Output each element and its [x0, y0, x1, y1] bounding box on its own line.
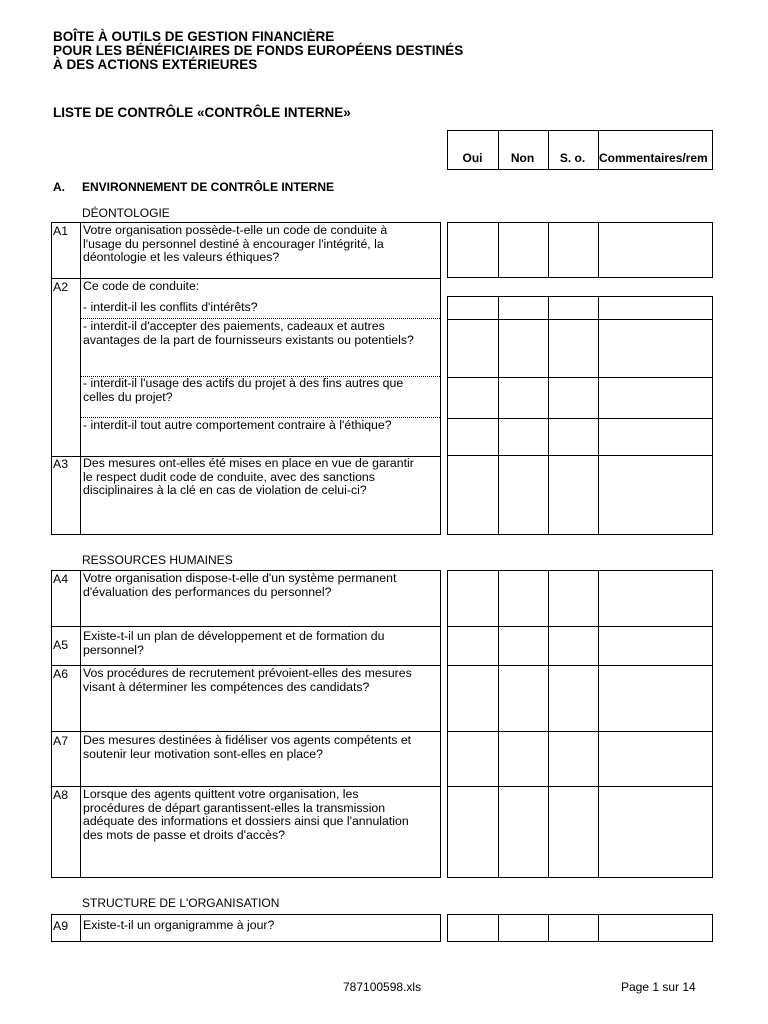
- question-a2c: - interdit-il l'usage des actifs du projet à des fins autres que celles du projet?: [83, 376, 404, 404]
- question-a8: Lorsque des agents quittent votre organisation, les procédures de départ garantissent-elles la transmission adéquate des informations et dossiers ainsi que l'annulation des mots de passe et droits d'accès?: [83, 787, 409, 842]
- doc-title-line2: POUR LES BÉNÉFICIAIRES DE FONDS EUROPÉENS DESTINÉS: [53, 43, 464, 58]
- code-a3: A3: [53, 457, 69, 471]
- answer-grid-rh[interactable]: [447, 570, 713, 878]
- col-comments: Commentaires/rem: [599, 151, 708, 165]
- question-a3: Des mesures ont-elles été mises en place en vue de garantir le respect dudit code de conduite, avec des sanctions disciplinaires à la clé en cas de violation de celui-ci?: [83, 456, 414, 498]
- code-a7: A7: [53, 734, 69, 748]
- question-a4: Votre organisation dispose-t-elle d'un système permanent d'évaluation des performances du personnel?: [83, 571, 397, 599]
- question-a1: Votre organisation possède-t-elle un code de conduite à l'usage du personnel destiné à encourager l'intégrité, la déontologie et les valeurs éthiques?: [83, 223, 388, 265]
- footer-filename: 787100598.xls: [343, 980, 422, 994]
- answer-row-a1[interactable]: [447, 222, 713, 278]
- question-a2b: - interdit-il d'accepter des paiements, cadeaux et autres avantages de la part de fournisseurs existants ou potentiels?: [83, 319, 414, 347]
- section-letter: A.: [53, 180, 65, 194]
- code-a1: A1: [53, 224, 69, 238]
- code-a6: A6: [53, 667, 69, 681]
- question-a9: Existe-t-il un organigramme à jour?: [83, 918, 275, 932]
- question-a2d: - interdit-il tout autre comportement contraire à l'éthique?: [83, 418, 392, 432]
- doc-title-line1: BOÎTE À OUTILS DE GESTION FINANCIÈRE: [53, 29, 335, 44]
- answer-row-a3[interactable]: [447, 455, 713, 535]
- answer-row-a2[interactable]: [447, 296, 713, 456]
- section-title: ENVIRONNEMENT DE CONTRÔLE INTERNE: [82, 180, 335, 194]
- question-a7: Des mesures destinées à fidéliser vos agents compétents et soutenir leur motivation sont-elles en place?: [83, 733, 412, 761]
- code-a8: A8: [53, 788, 69, 802]
- doc-title-line3: À DES ACTIONS EXTÉRIEURES: [53, 57, 258, 72]
- question-a2: Ce code de conduite:: [83, 279, 200, 293]
- answer-row-a9[interactable]: [447, 914, 713, 942]
- subsection-rh: RESSOURCES HUMAINES: [82, 553, 233, 567]
- col-non: Non: [510, 151, 535, 165]
- question-a6: Vos procédures de recrutement prévoient-elles des mesures visant à déterminer les compétences des candidats?: [83, 666, 412, 694]
- doc-subtitle: LISTE DE CONTRÔLE «CONTRÔLE INTERNE»: [53, 105, 351, 120]
- footer-page: Page 1 sur 14: [621, 980, 696, 994]
- code-a2: A2: [53, 280, 69, 294]
- subsection-structure: STRUCTURE DE L'ORGANISATION: [82, 896, 280, 910]
- col-oui: Oui: [462, 151, 483, 165]
- question-a5: Existe-t-il un plan de développement et de formation du personnel?: [83, 629, 385, 657]
- question-a2a: - interdit-il les conflits d'intérêts?: [83, 300, 258, 314]
- code-a9: A9: [53, 919, 69, 933]
- code-a4: A4: [53, 572, 69, 586]
- col-so: S. o.: [559, 151, 586, 165]
- code-a5: A5: [53, 638, 69, 652]
- subsection-deontologie: DÉONTOLOGIE: [82, 206, 170, 220]
